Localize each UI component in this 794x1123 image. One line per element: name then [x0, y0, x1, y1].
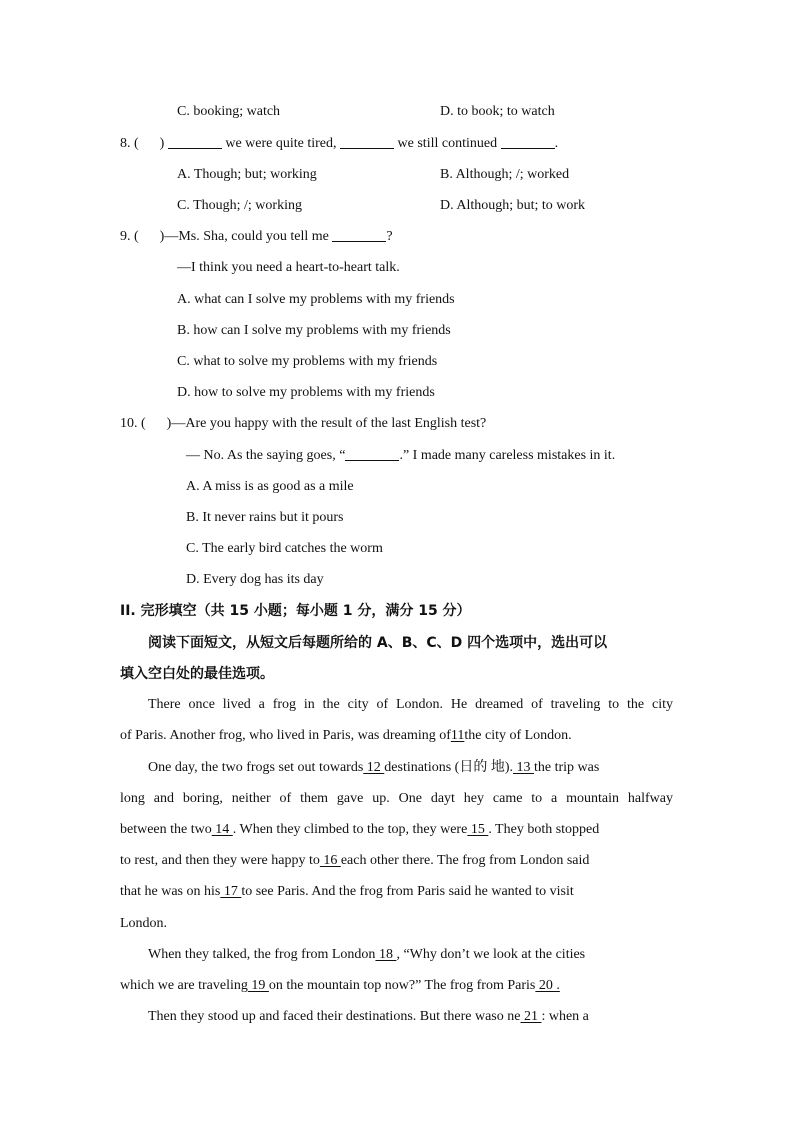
blank-14: 14 [211, 822, 233, 837]
blank-16: 16 [319, 853, 341, 868]
answer-blank [340, 135, 394, 149]
passage-text: . When they climbed to the top, they were [232, 822, 468, 837]
q10-option-b: B. It never rains but it pours [186, 510, 344, 525]
passage-text: that he was on his [120, 884, 221, 899]
answer-blank [501, 135, 555, 149]
blank-18: 18 [375, 947, 397, 962]
passage-line-1: There once lived a frog in the city of London. He dreamed of traveling to the city [148, 697, 673, 712]
passage-text: the trip was [534, 760, 600, 775]
q10-option-a: A. A miss is as good as a mile [186, 479, 354, 494]
answer-blank [168, 135, 222, 149]
blank-19: 19 [247, 978, 269, 993]
passage-line-7 [120, 883, 574, 901]
blank-11: 11 [450, 728, 465, 743]
passage-text: of Paris. Another frog, who lived in Paris, was dreaming of [120, 728, 451, 743]
passage-line-9 [148, 946, 585, 964]
passage-text: , “Why don’t we look at the cities [396, 947, 586, 962]
section-instructions-2: 填入空白处的最佳选项。 [120, 666, 274, 682]
blank-21: 21 [520, 1009, 542, 1024]
passage-text: Then they stood up and faced their destinations. But there waso ne [148, 1009, 521, 1024]
q10-number: 10. ( [120, 416, 146, 431]
q9-end: ? [386, 229, 393, 244]
passage-text: . They both stopped [488, 822, 600, 837]
question-9-stem [120, 228, 393, 246]
q8-end: . [554, 136, 559, 151]
passage-text: One day, the two frogs set out towards [148, 760, 364, 775]
answer-blank [332, 228, 386, 242]
blank-15: 15 [467, 822, 489, 837]
q9-text: )—Ms. Sha, could you tell me [159, 229, 329, 244]
passage-line-5 [120, 821, 599, 839]
q8-text-1: we were quite tired, [225, 136, 337, 151]
passage-text: to see Paris. And the frog from Paris said he wanted to visit [241, 884, 574, 899]
q8-option-c: C. Though; /; working [177, 198, 302, 213]
section-heading: II. 完形填空（共 15 小题；每小题 1 分，满分 15 分） [120, 603, 471, 619]
q8-option-d: D. Although; but; to work [440, 198, 586, 213]
q9-reply: —I think you need a heart-to-heart talk. [177, 260, 400, 275]
passage-line-4: long and boring, neither of them gave up. One dayt hey came to a mountain halfway [120, 791, 673, 806]
q10-reply-part-2: .” I made many careless mistakes in it. [399, 448, 616, 463]
passage-text: which we are traveling [120, 978, 248, 993]
question-10-stem [120, 415, 486, 433]
q8-number: 8. ( [120, 136, 139, 151]
q9-option-c: C. what to solve my problems with my friends [177, 354, 438, 369]
q9-number: 9. ( [120, 229, 139, 244]
passage-text: between the two [120, 822, 212, 837]
passage-text: : when a [541, 1009, 589, 1024]
passage-line-10 [120, 977, 560, 995]
q10-reply-part-1: — No. As the saying goes, “ [186, 448, 346, 463]
passage-line-6 [120, 852, 589, 870]
passage-text: destinations (日的 地). [384, 760, 513, 775]
q9-option-d: D. how to solve my problems with my friends [177, 385, 435, 400]
q7-option-d: D. to book; to watch [440, 104, 555, 119]
q8-option-b: B. Although; /; worked [440, 167, 570, 182]
q8-text-2: we still continued [397, 136, 498, 151]
q7-option-c: C. booking; watch [177, 104, 281, 119]
passage-text: on the mountain top now?” The frog from Paris [268, 978, 536, 993]
q10-option-d: D. Every dog has its day [186, 572, 324, 587]
q10-text: )—Are you happy with the result of the last English test? [166, 416, 487, 431]
passage-text: the city of London. [464, 728, 572, 743]
section-instructions-1: 阅读下面短文，从短文后每题所给的 A、B、C、D 四个选项中，选出可以 [148, 635, 608, 651]
q9-option-a: A. what can I solve my problems with my friends [177, 292, 455, 307]
answer-blank [345, 447, 399, 461]
q10-option-c: C. The early bird catches the worm [186, 541, 383, 556]
passage-line-8: London. [120, 916, 168, 931]
q9-option-b: B. how can I solve my problems with my friends [177, 323, 451, 338]
passage-text: When they talked, the frog from London [148, 947, 376, 962]
passage-line-11 [148, 1008, 589, 1026]
q10-reply [186, 447, 615, 465]
passage-line-3 [148, 759, 599, 777]
passage-text: each other there. The frog from London said [340, 853, 590, 868]
blank-20: 20 . [535, 978, 560, 993]
question-8-stem [120, 135, 558, 153]
q8-close: ) [159, 136, 165, 151]
q8-option-a: A. Though; but; working [177, 167, 317, 182]
passage-text: to rest, and then they were happy to [120, 853, 320, 868]
passage-line-2 [120, 727, 572, 745]
blank-12: 12 [363, 760, 385, 775]
blank-17: 17 [220, 884, 242, 899]
blank-13: 13 [513, 760, 534, 775]
